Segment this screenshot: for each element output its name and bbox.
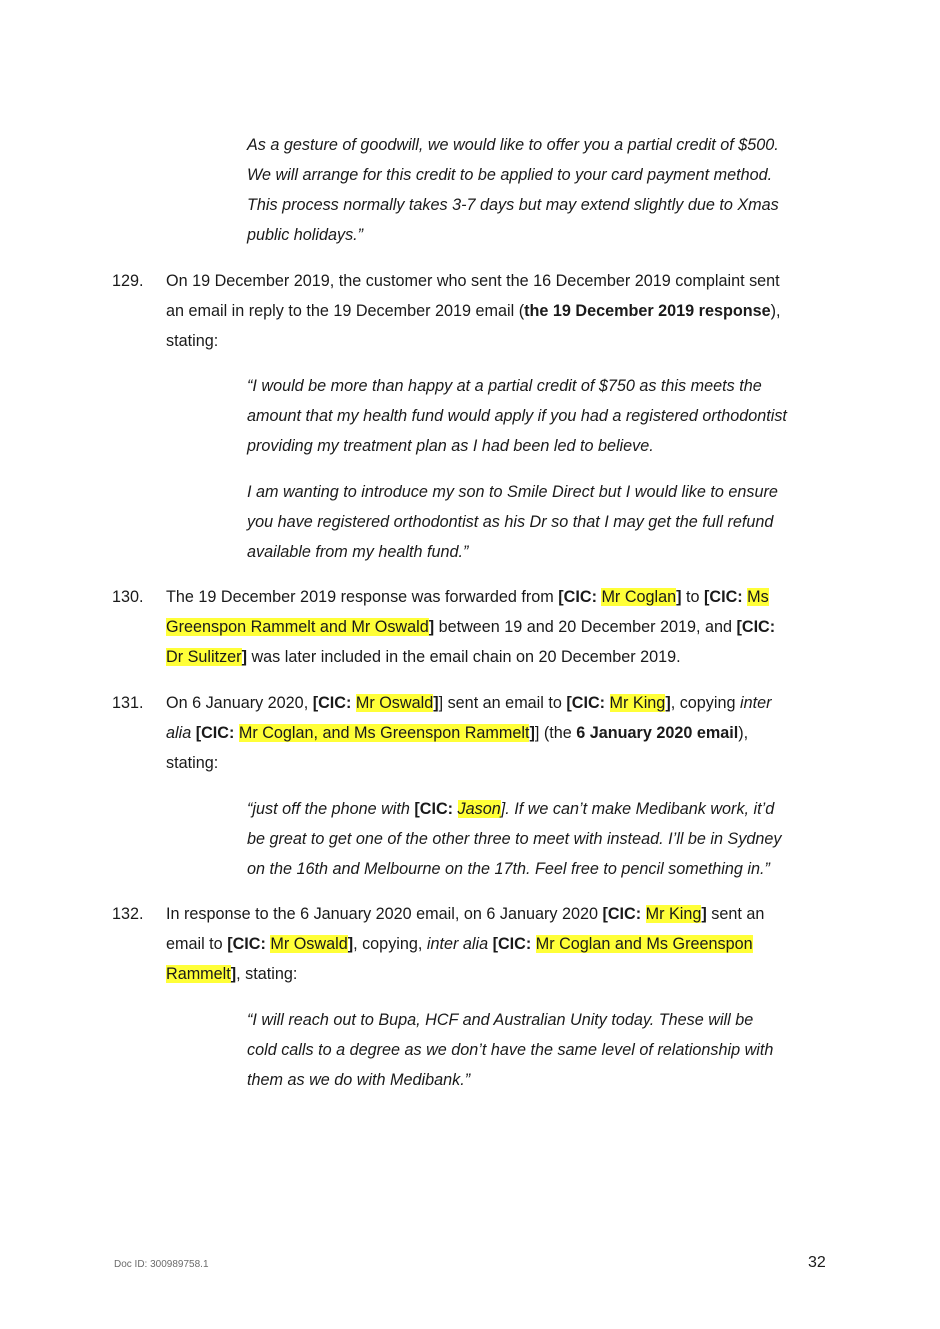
quote-line: them as we do with Medibank.” — [247, 1071, 471, 1089]
redaction-highlight: Ms — [747, 588, 769, 606]
paragraph-line: email to [CIC: Mr Oswald], copying, inter alia [CIC: Mr Coglan and Ms Greenspon — [166, 935, 753, 953]
paragraph-line: On 6 January 2020, [CIC: Mr Oswald]] sent an email to [CIC: Mr King], copying inter — [166, 694, 772, 712]
quote-block-129b — [247, 477, 842, 567]
quote-line: public holidays.” — [247, 226, 364, 244]
redaction-highlight: Rammelt — [166, 965, 231, 983]
quote-line: This process normally takes 3-7 days but may extend slightly due to Xmas — [247, 196, 779, 214]
quote-line: “just off the phone with [CIC: Jason]. If we can’t make Medibank work, it’d — [247, 800, 775, 818]
paragraph-130 — [112, 582, 842, 672]
quote-block-top — [247, 130, 842, 250]
paragraph-129 — [112, 266, 842, 356]
paragraph-131 — [112, 688, 842, 778]
quote-line: “I would be more than happy at a partial credit of $750 as this meets the — [247, 377, 762, 395]
quote-block-131 — [247, 794, 842, 884]
redaction-highlight: Dr Sulitzer — [166, 648, 242, 666]
quote-line: on the 16th and Melbourne on the 17th. Feel free to pencil something in.” — [247, 860, 770, 878]
quote-line: be great to get one of the other three to meet with instead. I’ll be in Sydney — [247, 830, 782, 848]
redaction-highlight: Mr Oswald — [270, 935, 348, 953]
quote-line: providing my treatment plan as I had been led to believe. — [247, 437, 654, 455]
paragraph-number: 129. — [112, 272, 144, 290]
defined-term: the 19 December 2019 response — [524, 302, 771, 320]
redaction-highlight: Mr Oswald — [355, 694, 434, 712]
paragraph-number: 131. — [112, 694, 144, 712]
paragraph-line: Rammelt], stating: — [166, 965, 298, 983]
paragraph-132 — [112, 899, 842, 989]
page-number: 32 — [808, 1254, 826, 1271]
paragraph-line: Dr Sulitzer] was later included in the email chain on 20 December 2019. — [166, 648, 681, 666]
quote-line: We will arrange for this credit to be applied to your card payment method. — [247, 166, 773, 184]
quote-line: I am wanting to introduce my son to Smile Direct but I would like to ensure — [247, 483, 778, 501]
doc-id: Doc ID: 300989758.1 — [114, 1259, 209, 1270]
defined-term: 6 January 2020 email — [576, 724, 739, 742]
redaction-highlight: Mr Coglan, and Ms Greenspon Rammelt — [238, 724, 530, 742]
quote-line: cold calls to a degree as we don’t have the same level of relationship with — [247, 1041, 774, 1059]
quote-block-132 — [247, 1005, 842, 1095]
quote-line: As a gesture of goodwill, we would like to offer you a partial credit of $500. — [247, 136, 779, 154]
redaction-highlight: Mr King — [609, 694, 666, 712]
quote-block-129a — [247, 371, 842, 461]
redaction-highlight: Mr Coglan — [601, 588, 677, 606]
quote-line: available from my health fund.” — [247, 543, 469, 561]
redaction-highlight: Greenspon Rammelt and Mr Oswald — [166, 618, 429, 636]
paragraph-line: an email in reply to the 19 December 2019 email (the 19 December 2019 response), — [166, 302, 781, 320]
redaction-highlight: Mr King — [645, 905, 702, 923]
paragraph-number: 132. — [112, 905, 144, 923]
paragraph-line: stating: — [166, 332, 219, 350]
paragraph-line: stating: — [166, 754, 219, 772]
paragraph-line: In response to the 6 January 2020 email, on 6 January 2020 [CIC: Mr King] sent an — [166, 905, 765, 923]
redaction-highlight: Jason — [457, 800, 501, 818]
quote-line: you have registered orthodontist as his Dr so that I may get the full refund — [247, 513, 774, 531]
paragraph-line: alia [CIC: Mr Coglan, and Ms Greenspon Rammelt]] (the 6 January 2020 email), — [166, 724, 749, 742]
paragraph-line: Greenspon Rammelt and Mr Oswald] between 19 and 20 December 2019, and [CIC: — [166, 618, 776, 636]
quote-line: amount that my health fund would apply if you had a registered orthodontist — [247, 407, 787, 425]
redaction-highlight: Mr Coglan and Ms Greenspon — [535, 935, 753, 953]
paragraph-line: On 19 December 2019, the customer who sent the 16 December 2019 complaint sent — [166, 272, 780, 290]
paragraph-line: The 19 December 2019 response was forwarded from [CIC: Mr Coglan] to [CIC: Ms — [166, 588, 769, 606]
quote-line: “I will reach out to Bupa, HCF and Australian Unity today. These will be — [247, 1011, 754, 1029]
paragraph-number: 130. — [112, 588, 144, 606]
